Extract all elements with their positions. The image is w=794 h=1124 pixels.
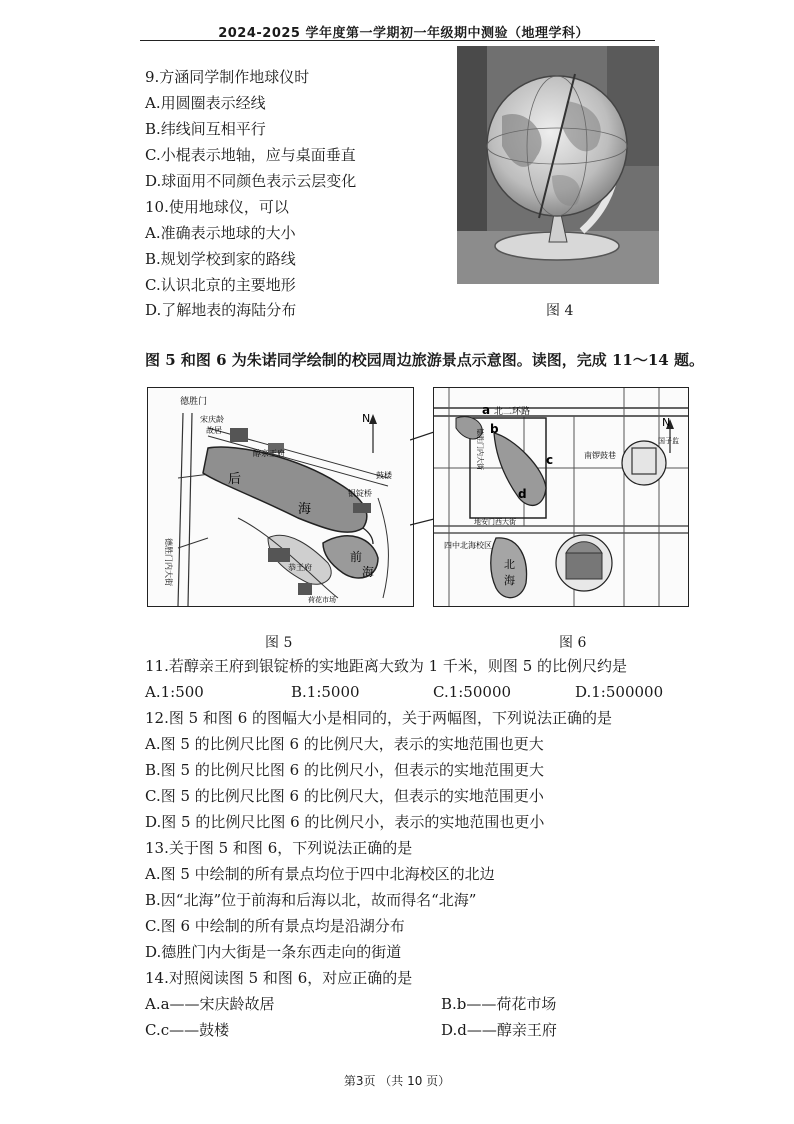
q12-option-b: B.图 5 的比例尺比图 6 的比例尺小，但表示的实地范围更大: [145, 761, 544, 779]
q14-option-b: B.b——荷花市场: [441, 995, 557, 1013]
q11-option-a: A.1:500: [145, 683, 204, 701]
figure6-label-street: 德胜门内大街: [476, 428, 484, 470]
figure5-map-drawing: [148, 388, 413, 606]
q10-option-a: A.准确表示地球的大小: [145, 224, 296, 242]
q11-option-d: D.1:500000: [575, 683, 664, 701]
figure6-label-nanluo: 南锣鼓巷: [584, 451, 616, 460]
figure5-caption: 图 5: [265, 635, 293, 651]
figure5-label-hehua: 荷花市场: [308, 596, 336, 604]
figure6-label-dianmen: 地安门西大街: [474, 518, 516, 526]
figure5-label-deshengmen: 德胜门: [180, 397, 208, 407]
header-rule: [140, 40, 655, 41]
q11-option-b: B.1:5000: [291, 683, 360, 701]
figure5-label-song: 宋庆龄: [200, 415, 224, 424]
q10-stem: 10.使用地球仪，可以: [145, 198, 289, 216]
q10-option-d: D.了解地表的海陆分布: [145, 301, 297, 319]
q12-option-d: D.图 5 的比例尺比图 6 的比例尺小，表示的实地范围也更小: [145, 813, 545, 831]
q13-option-c: C.图 6 中绘制的所有景点均是沿湖分布: [145, 917, 405, 935]
figure6-letter-d: d: [518, 487, 527, 501]
q11-stem: 11.若醇亲王府到银锭桥的实地距离大致为 1 千米，则图 5 的比例尺约是: [145, 657, 628, 675]
q9-stem: 9.方涵同学制作地球仪时: [145, 68, 310, 86]
q12-stem: 12.图 5 和图 6 的图幅大小是相同的，关于两幅图，下列说法正确的是: [145, 709, 613, 727]
q10-option-b: B.规划学校到家的路线: [145, 250, 296, 268]
figure6-letter-a: a: [482, 403, 491, 417]
figure6-map: [433, 387, 689, 607]
figure6-letter-b: b: [490, 422, 499, 436]
q14-option-a: A.a——宋庆龄故居: [145, 995, 275, 1013]
figure5-map: [147, 387, 414, 607]
globe-illustration: [457, 46, 659, 284]
figure6-label-school: 四中北海校区: [444, 541, 492, 550]
q13-option-a: A.图 5 中绘制的所有景点均位于四中北海校区的北边: [145, 865, 495, 883]
globe-photo: [457, 46, 659, 284]
page-number-footer: 第3页 （共 10 页）: [343, 1074, 451, 1088]
figure6-label-ring: 北二环路: [494, 407, 531, 417]
q11-option-c: C.1:50000: [433, 683, 512, 701]
q14-option-d: D.d——醇亲王府: [441, 1021, 557, 1039]
figure5-label-song2: 故居: [206, 426, 222, 435]
figure6-map-drawing: [434, 388, 688, 606]
figure6-label-beihai-1: 北: [504, 558, 515, 571]
figure5-label-jixiang: 醇亲王府: [253, 449, 285, 458]
figure6-north-label: N: [662, 416, 671, 429]
figure5-6-intro: 图 5 和图 6 为朱诺同学绘制的校园周边旅游景点示意图。读图，完成 11～14 题。: [145, 351, 704, 369]
q12-option-c: C.图 5 的比例尺比图 6 的比例尺大，但表示的实地范围更小: [145, 787, 544, 805]
q10-option-c: C.认识北京的主要地形: [145, 276, 296, 294]
figure5-label-houhai-2: 海: [298, 502, 312, 517]
q13-option-b: B.因“北海”位于前海和后海以北，故而得名“北海”: [145, 891, 477, 909]
q9-option-d: D.球面用不同颜色表示云层变化: [145, 172, 357, 190]
figure5-label-qianhai-1: 前: [350, 550, 363, 564]
figure6-label-guozijian: 国子监: [658, 437, 679, 445]
figure6-label-beihai-2: 海: [504, 574, 515, 587]
q14-option-c: C.c——鼓楼: [145, 1021, 230, 1039]
figure5-label-gonglou: 鼓楼: [376, 471, 392, 480]
q13-option-d: D.德胜门内大街是一条东西走向的街道: [145, 943, 402, 961]
figure6-letter-c: c: [546, 453, 554, 467]
figure5-label-yinding: 银锭桥: [348, 489, 372, 498]
q14-stem: 14.对照阅读图 5 和图 6，对应正确的是: [145, 969, 413, 987]
q9-option-b: B.纬线间互相平行: [145, 120, 266, 138]
figure5-label-street: 德胜门内大街: [164, 538, 173, 586]
q9-option-a: A.用圆圈表示经线: [145, 94, 266, 112]
figure5-label-gongwangfu: 恭王府: [288, 563, 312, 572]
figure5-label-qianhai-2: 海: [362, 565, 375, 579]
q13-stem: 13.关于图 5 和图 6，下列说法正确的是: [145, 839, 413, 857]
page-header-title: 2024-2025 学年度第一学期初一年级期中测验（地理学科）: [218, 26, 589, 41]
figure5-label-houhai-1: 后: [228, 472, 242, 487]
figure5-north-label: N: [362, 412, 371, 425]
figure6-caption: 图 6: [559, 635, 587, 651]
q12-option-a: A.图 5 的比例尺比图 6 的比例尺大，表示的实地范围也更大: [145, 735, 544, 753]
q9-option-c: C.小棍表示地轴，应与桌面垂直: [145, 146, 356, 164]
figure4-caption: 图 4: [546, 303, 574, 319]
